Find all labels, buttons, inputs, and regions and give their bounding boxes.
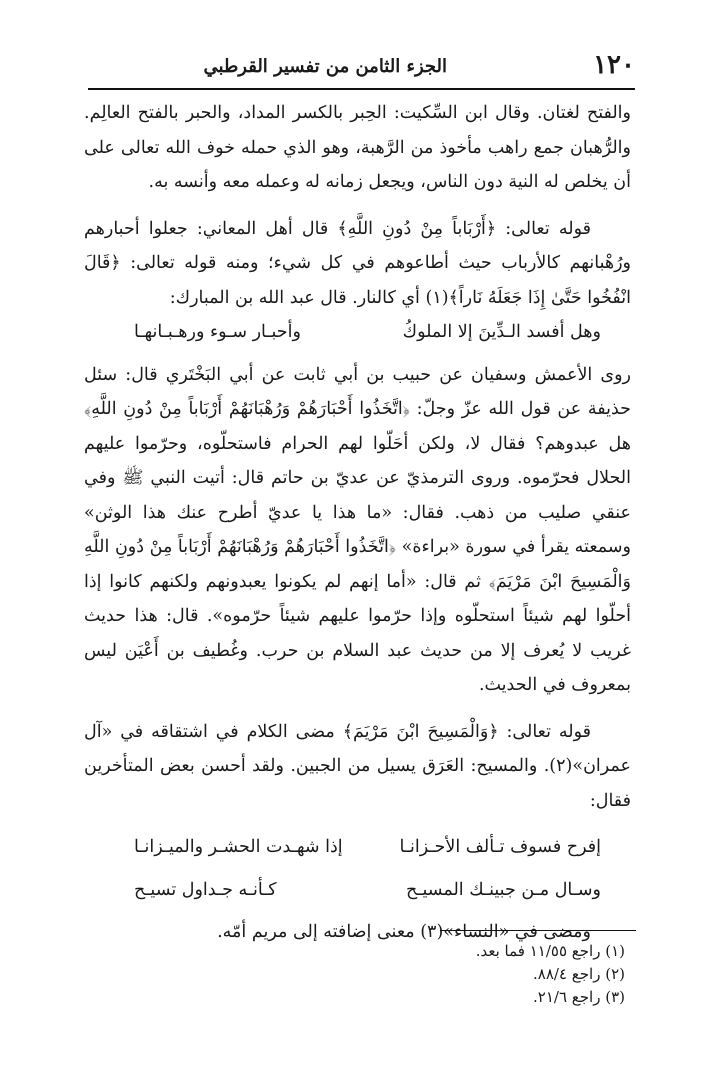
footnote-1: (١) راجع ١١/٥٥ فما بعد.: [475, 942, 625, 960]
main-text: [84, 96, 631, 950]
verse-first-hemistich: وهل أفسد الـدِّينَ إلا الملوكُ: [402, 322, 601, 342]
footnote-2: (٢) راجع ٨٨/٤.: [533, 965, 625, 983]
verse-ibn-al-mubarak: [84, 315, 631, 350]
footnote-3: (٣) راجع ٢١/٦.: [533, 988, 625, 1006]
paragraph-ink-and-monks: والفتح لغتان. وقال ابن السِّكيت: الحِبر بالكسر المداد، والحبر بالفتح العالِم. والرُّهبان جمع راهب مأخوذ من الرَّهبة، وهو الذي حمله خوف الله تعالى على أن يخلص له النية دون الناس، ويجعل زمانه له وعمله معه وأنسه به.: [84, 103, 631, 192]
footnotes: [300, 940, 625, 1009]
verse-second-hemistich: إذا شهـدت الحشـر والميـزانـا: [134, 837, 343, 857]
paragraph-hadith: روى الأعمش وسفيان عن حبيب بن أبي ثابت عن أبي البَخْتَري قال: سئل حذيفة عن قول الله عزّ وجلّ: ﴿اتَّخَذُوا أَحْبَارَهُمْ وَرُهْبَانَهُمْ أَرْبَاباً مِنْ دُونِ اللَّهِ﴾ هل عبدوهم؟ فقال لا، ولكن أحَلّوا لهم الحرام فاستحلّوه، وحرّموا عليهم الحلال فحرّموه. وروى الترمذيّ عن عديّ بن حاتم قال: أتيت النبي ﷺ وفي عنقي صليب من ذهب. فقال: «ما هذا يا عديّ أطرح عنك هذا الوثن» وسمعته يقرأ في سورة «براءة» ﴿اتَّخَذُوا أَحْبَارَهُمْ وَرُهْبَانَهُمْ أَرْبَاباً مِنْ دُونِ اللَّهِ وَالْمَسِيحَ ابْنَ مَرْيَمَ﴾ ثم قال: «أما إنهم لم يكونوا يعبدونهم ولكنهم كانوا إذا أحلّوا لهم شيئاً استحلّوه وإذا حرّموا عليهم شيئاً حرّموه». قال: هذا حديث غريب لا يُعرف إلا من حديث عبد السلام بن حرب. وغُطيف بن أَعْيَن ليس بمعروف في الحديث.: [84, 364, 631, 695]
footnote-divider: [440, 930, 636, 931]
paragraph-arbaban: قوله تعالى: ﴿أَرْبَاباً مِنْ دُونِ اللَّهِ﴾ قال أهل المعاني: جعلوا أحبارهم ورُهْبانهم كالأرباب حيث أطاعوهم في كل شيء؛ ومنه قوله تعالى: ﴿قَالَ انْفُخُوا حَتَّىٰ إِذَا جَعَلَهُ نَاراً﴾(١) أي كالنار. قال عبد الله بن المبارك:: [84, 218, 631, 308]
page-header: [88, 48, 635, 90]
verse-second-hemistich: وأحبـار سـوء ورهـبـانهـا: [134, 322, 301, 342]
verse-sweat: [84, 873, 631, 908]
page-number: ١٢٠: [593, 50, 635, 80]
verse-second-hemistich: كـأنـه جـداول تسيـح: [134, 879, 277, 900]
verse-first-hemistich: وسـال مـن جبينـك المسيـح: [406, 879, 601, 900]
running-title: الجزء الثامن من تفسير القرطبي: [203, 56, 447, 77]
verse-rejoice: [84, 830, 631, 865]
paragraph-an-nisa: ومضى في «النساء»(٣) معنى إضافته إلى مريم أمّه.: [217, 922, 591, 942]
verse-first-hemistich: إفرح فسوف تـألف الأحـزانـا: [399, 837, 601, 857]
paragraph-messiah: قوله تعالى: ﴿وَالْمَسِيحَ ابْنَ مَرْيَمَ﴾ مضى الكلام في اشتقاقه في «آل عمران»(٢). والمسيح: العَرَق يسيل من الجبين. ولقد أحسن بعض المتأخرين فقال:: [84, 721, 631, 811]
